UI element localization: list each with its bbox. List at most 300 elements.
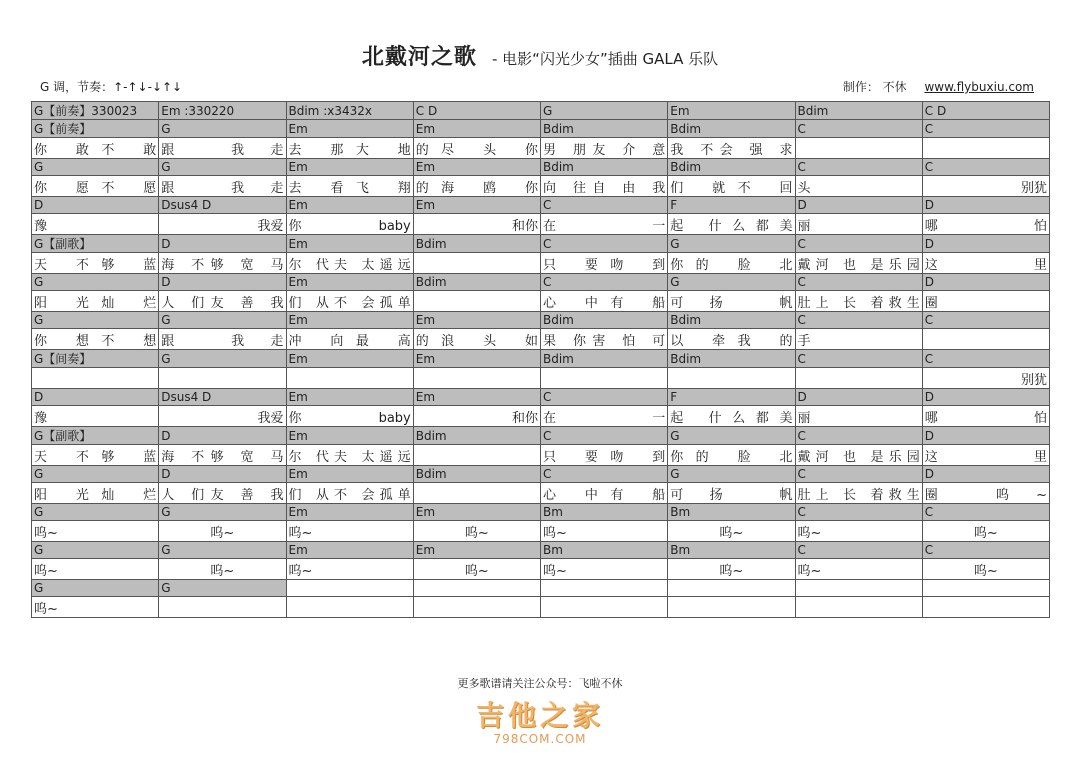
lyric-cell xyxy=(413,368,540,389)
chord-symbol: C xyxy=(797,428,806,443)
chord-symbol: C xyxy=(797,121,806,136)
lyric-text: 呜~ xyxy=(797,525,822,541)
chord-symbol: Em xyxy=(288,390,308,404)
lyric-cell xyxy=(541,559,668,580)
chord-cell xyxy=(922,312,1049,329)
lyric-cell xyxy=(159,559,286,580)
chord-cell xyxy=(413,102,540,120)
lyric-cell xyxy=(668,597,795,618)
chord-symbol: C xyxy=(797,351,806,366)
chord-symbol: Em xyxy=(415,351,436,366)
lyric-text: 呜~ xyxy=(210,563,235,579)
lyric-cell xyxy=(668,291,795,312)
chord-symbol: Em xyxy=(415,390,436,404)
lyric-cell xyxy=(159,597,286,618)
lyric-text: 呜~ xyxy=(34,563,58,579)
lyric-row xyxy=(32,214,1050,235)
chord-symbol: Em xyxy=(415,543,436,557)
chord-row xyxy=(32,427,1050,445)
lyric-text: 你 想不 想 xyxy=(34,333,157,349)
lyric-row xyxy=(32,253,1050,274)
chord-symbol: D xyxy=(161,236,171,251)
lyric-row xyxy=(32,597,1050,618)
chord-symbol: D xyxy=(34,198,44,212)
chord-symbol: G【前奏】 xyxy=(34,122,92,136)
lyric-text: 呜~ xyxy=(973,563,998,579)
chord-symbol: G xyxy=(670,467,680,481)
lyric-cell xyxy=(286,329,413,350)
lyric-text: 起 什么都美 xyxy=(670,218,793,234)
chord-cell xyxy=(668,102,795,120)
chord-symbol: G xyxy=(670,275,680,289)
chord-symbol: G xyxy=(34,467,44,481)
chord-symbol: C xyxy=(543,236,552,251)
lyric-text: 你 baby xyxy=(288,410,411,426)
lyric-text: 呜~ xyxy=(288,525,313,541)
lyric-row xyxy=(32,176,1050,197)
lyric-cell xyxy=(668,253,795,274)
chord-cell xyxy=(286,427,413,445)
chord-cell xyxy=(413,427,540,445)
chord-cell xyxy=(413,350,540,368)
lyric-row xyxy=(32,291,1050,312)
chord-symbol: G xyxy=(161,581,171,595)
lyric-text: 向 往自 由 我 xyxy=(543,180,666,196)
chord-symbol: C xyxy=(924,160,934,174)
chord-symbol: G xyxy=(34,581,44,595)
lyric-text: 在 一 xyxy=(543,218,666,234)
lyric-cell xyxy=(159,214,286,235)
chord-row xyxy=(32,102,1050,120)
lyric-cell xyxy=(413,445,540,466)
chord-symbol: Em xyxy=(670,103,690,118)
lyric-cell xyxy=(413,483,540,504)
lyric-cell xyxy=(413,521,540,542)
chord-symbol: Bm xyxy=(670,505,691,519)
lyric-text: 果 你害 怕 可 xyxy=(543,333,666,349)
chord-row xyxy=(32,274,1050,291)
lyric-text: 可扬 帆 xyxy=(670,295,793,311)
chord-cell xyxy=(795,542,922,559)
lyric-cell xyxy=(541,483,668,504)
chord-cell xyxy=(32,312,159,329)
lyric-text: 肚上 长 着救生 xyxy=(797,487,920,503)
lyric-text: 肚上 长 着救生 xyxy=(797,295,920,311)
lyric-cell xyxy=(159,368,286,389)
lyric-text: 呜~ xyxy=(34,601,58,617)
chord-row xyxy=(32,312,1050,329)
chord-symbol: C xyxy=(924,313,934,327)
chord-cell xyxy=(541,120,668,138)
chord-cell xyxy=(32,466,159,483)
lyric-text: 天 不够 蓝 xyxy=(34,449,157,465)
lyric-cell xyxy=(541,138,668,159)
lyric-cell xyxy=(159,521,286,542)
chord-symbol: Em :330220 xyxy=(161,103,235,118)
chord-symbol: C xyxy=(797,236,806,251)
chord-cell xyxy=(159,427,286,445)
lyric-text: 呜~ xyxy=(464,525,489,541)
chord-cell xyxy=(413,235,540,253)
chord-cell xyxy=(541,197,668,214)
lyric-text: 丽 xyxy=(797,218,811,234)
lyric-cell xyxy=(32,176,159,197)
chord-symbol: Bdim xyxy=(543,313,574,327)
lyric-cell xyxy=(541,368,668,389)
chord-row xyxy=(32,235,1050,253)
lyric-cell xyxy=(795,138,922,159)
chord-symbol: Bdim xyxy=(415,275,447,289)
lyric-cell xyxy=(795,253,922,274)
lyric-cell xyxy=(795,559,922,580)
lyric-cell xyxy=(795,521,922,542)
lyric-cell xyxy=(159,176,286,197)
lyric-cell xyxy=(286,406,413,427)
lyric-cell xyxy=(32,521,159,542)
lyric-text: 我爱 xyxy=(257,218,284,234)
chord-cell xyxy=(668,580,795,597)
chord-cell xyxy=(541,274,668,291)
chord-cell xyxy=(668,197,795,214)
lyric-cell xyxy=(922,597,1049,618)
chord-cell xyxy=(286,197,413,214)
chord-cell xyxy=(922,274,1049,291)
lyric-text: 们 从不 会孤单 xyxy=(288,295,411,311)
chord-cell xyxy=(668,427,795,445)
chord-symbol: Em xyxy=(415,160,436,174)
chord-cell xyxy=(795,427,922,445)
lyric-cell xyxy=(413,559,540,580)
lyric-text: 的海 鸥 你 xyxy=(415,180,538,196)
lyric-cell xyxy=(286,368,413,389)
chord-cell xyxy=(795,580,922,597)
chord-symbol: C xyxy=(797,505,806,519)
chord-cell xyxy=(286,102,413,120)
lyric-text: 这 里 xyxy=(924,257,1047,273)
chord-cell xyxy=(922,542,1049,559)
chord-symbol: Bdim xyxy=(543,351,574,366)
chord-cell xyxy=(159,235,286,253)
chord-cell xyxy=(922,504,1049,521)
lyric-row xyxy=(32,138,1050,159)
chord-cell xyxy=(668,350,795,368)
lyric-cell xyxy=(795,329,922,350)
lyric-text: 圈 xyxy=(924,295,938,311)
lyric-cell xyxy=(541,445,668,466)
chord-symbol: D xyxy=(797,390,807,404)
chord-cell xyxy=(159,312,286,329)
chord-symbol: Bm xyxy=(543,543,563,557)
lyric-text: 戴河 也 是乐园 xyxy=(797,449,920,465)
chord-cell xyxy=(413,197,540,214)
lyric-text: 去 看飞 翔 xyxy=(288,180,411,196)
lyric-text: 阳 光灿 烂 xyxy=(34,295,157,311)
lyric-text: 人 们友 善 我 xyxy=(161,487,284,503)
lyric-cell xyxy=(668,521,795,542)
chord-cell xyxy=(541,580,668,597)
lyric-cell xyxy=(32,214,159,235)
website-link[interactable]: www.flybuxiu.com xyxy=(924,80,1034,94)
lyric-cell xyxy=(541,406,668,427)
song-subtitle: - 电影“闪光少女”插曲 GALA 乐队 xyxy=(492,50,719,68)
chord-row xyxy=(32,159,1050,176)
chord-symbol: C xyxy=(924,121,934,136)
chord-row xyxy=(32,350,1050,368)
lyric-cell xyxy=(32,368,159,389)
chord-cell xyxy=(541,504,668,521)
chord-cell xyxy=(668,504,795,521)
chord-cell xyxy=(541,312,668,329)
chord-symbol: G xyxy=(161,505,171,519)
key-and-rhythm: G 调，节奏：↑-↑↓-↓↑↓ xyxy=(40,80,183,94)
lyric-cell xyxy=(32,445,159,466)
chord-symbol: Dsus4 D xyxy=(161,390,212,404)
lyric-text: 呜~ xyxy=(719,563,744,579)
chord-cell xyxy=(795,197,922,214)
lyric-text: 心 中有 船 xyxy=(543,295,666,311)
chord-symbol: Em xyxy=(415,121,436,136)
lyric-text: 你的 脸 北 xyxy=(670,257,793,273)
lyric-text: 我 不会 强 求 xyxy=(670,142,793,158)
chord-cell xyxy=(159,159,286,176)
lyric-row xyxy=(32,329,1050,350)
chord-symbol: Em xyxy=(288,313,308,327)
chord-cell xyxy=(413,542,540,559)
chord-cell xyxy=(922,120,1049,138)
chord-cell xyxy=(286,504,413,521)
chord-cell xyxy=(922,159,1049,176)
chord-symbol: Em xyxy=(415,313,436,327)
chord-row xyxy=(32,197,1050,214)
chord-cell xyxy=(32,235,159,253)
chord-symbol: Em xyxy=(288,121,308,136)
chord-cell xyxy=(159,120,286,138)
lyric-text: 可扬 帆 xyxy=(670,487,793,503)
chord-cell xyxy=(668,159,795,176)
lyric-text: 你 baby xyxy=(288,218,411,234)
lyric-text: 跟 我走 xyxy=(161,142,284,158)
lyric-cell xyxy=(541,176,668,197)
chord-cell xyxy=(795,120,922,138)
lyric-cell xyxy=(922,176,1049,197)
chord-cell xyxy=(668,120,795,138)
chord-symbol: G xyxy=(161,160,171,174)
lyric-cell xyxy=(32,597,159,618)
chord-cell xyxy=(413,580,540,597)
lyric-row xyxy=(32,368,1050,389)
chord-symbol: D xyxy=(924,428,934,443)
lyric-text: 们 从不 会孤单 xyxy=(288,487,411,503)
chord-symbol: G【间奏】 xyxy=(34,352,92,366)
chord-cell xyxy=(286,389,413,406)
chord-cell xyxy=(159,102,286,120)
chord-symbol: C xyxy=(543,390,552,404)
chord-cell xyxy=(922,466,1049,483)
chord-symbol: Bdim xyxy=(670,160,702,174)
lyric-text: 只 要吻 到 xyxy=(543,449,666,465)
chord-cell xyxy=(286,312,413,329)
lyric-cell xyxy=(413,597,540,618)
lyric-text: 只 要吻 到 xyxy=(543,257,666,273)
lyric-cell xyxy=(795,445,922,466)
lyric-text: 的尽 头 你 xyxy=(415,142,538,158)
lyric-cell xyxy=(159,483,286,504)
chord-symbol: D xyxy=(797,198,807,212)
author-credit: 制作： 不休 xyxy=(842,80,907,94)
lyric-cell xyxy=(795,483,922,504)
chord-symbol: G【副歌】 xyxy=(34,429,92,443)
chord-cell xyxy=(159,580,286,597)
chord-symbol: G【前奏】330023 xyxy=(34,104,138,118)
chord-symbol: C xyxy=(543,275,552,289)
chord-symbol: C xyxy=(797,275,806,289)
lyric-text: 哪 怕 xyxy=(924,410,1047,426)
chord-symbol: D xyxy=(161,428,171,443)
chord-symbol: Em xyxy=(288,543,308,557)
lyric-text: 呜~ xyxy=(797,563,822,579)
chord-symbol: Bdim xyxy=(670,121,702,136)
chord-row xyxy=(32,542,1050,559)
chord-cell xyxy=(922,389,1049,406)
chord-cell xyxy=(32,350,159,368)
lyric-text: 哪 怕 xyxy=(924,218,1047,234)
chord-cell xyxy=(286,159,413,176)
lyric-cell xyxy=(922,291,1049,312)
lyric-cell xyxy=(668,445,795,466)
lyric-cell xyxy=(922,138,1049,159)
lyric-cell xyxy=(286,138,413,159)
lyric-cell xyxy=(32,329,159,350)
chord-cell xyxy=(795,235,922,253)
chord-cell xyxy=(795,312,922,329)
chord-cell xyxy=(32,159,159,176)
lyric-text: 呜~ xyxy=(973,525,998,541)
chord-symbol: F xyxy=(670,198,678,212)
lyric-cell xyxy=(413,214,540,235)
lyric-text: 呜~ xyxy=(543,563,567,579)
chord-symbol: Em xyxy=(288,428,308,443)
chord-symbol: C xyxy=(543,198,552,212)
chord-symbol: C xyxy=(924,505,934,519)
lyric-text: 起 什么都美 xyxy=(670,410,793,426)
chord-cell xyxy=(286,466,413,483)
lyric-cell xyxy=(541,253,668,274)
lyric-cell xyxy=(795,214,922,235)
song-title: 北戴河之歌 xyxy=(361,45,477,70)
lyric-text: 的浪 头 如 xyxy=(415,333,538,349)
lyric-text: 们 就不 回 xyxy=(670,180,793,196)
chord-symbol: C xyxy=(797,313,806,327)
lyric-cell xyxy=(413,138,540,159)
chord-cell xyxy=(922,427,1049,445)
lyric-cell xyxy=(668,559,795,580)
lyric-cell xyxy=(668,406,795,427)
lyric-text: 呜~ xyxy=(719,525,744,541)
lyric-cell xyxy=(541,214,668,235)
chord-symbol: Dsus4 D xyxy=(161,198,212,212)
lyric-text: 这 里 xyxy=(924,449,1047,465)
chord-cell xyxy=(668,466,795,483)
chord-cell xyxy=(922,235,1049,253)
chord-cell xyxy=(32,389,159,406)
lyric-text: 心 中有 船 xyxy=(543,487,666,503)
chord-symbol: Em xyxy=(288,160,308,174)
lyric-text: 呜~ xyxy=(288,563,313,579)
chord-cell xyxy=(413,312,540,329)
chord-symbol: C xyxy=(543,428,552,443)
chord-symbol: C xyxy=(924,351,934,366)
lyric-cell xyxy=(922,253,1049,274)
chord-cell xyxy=(541,350,668,368)
lyric-text: 跟 我走 xyxy=(161,180,284,196)
chord-cell xyxy=(32,580,159,597)
lyric-cell xyxy=(668,176,795,197)
chord-cell xyxy=(159,350,286,368)
lyric-text: 豫 xyxy=(34,410,48,426)
lyric-cell xyxy=(159,138,286,159)
lyric-cell xyxy=(795,597,922,618)
chord-symbol: Bm xyxy=(543,505,563,519)
lyric-cell xyxy=(159,445,286,466)
chord-cell xyxy=(286,580,413,597)
chord-symbol: Bdim xyxy=(797,103,829,118)
logo-subtext: 798COM.COM xyxy=(493,732,587,746)
lyric-cell xyxy=(795,406,922,427)
chord-symbol: C D xyxy=(415,103,438,118)
lyric-cell xyxy=(668,368,795,389)
chord-symbol: C xyxy=(924,543,934,557)
lyric-cell xyxy=(32,291,159,312)
lyric-cell xyxy=(32,138,159,159)
lyric-cell xyxy=(541,597,668,618)
lyric-cell xyxy=(159,291,286,312)
chord-cell xyxy=(541,389,668,406)
chord-cell xyxy=(668,235,795,253)
chord-symbol: G xyxy=(161,121,171,136)
lyric-text: 以 牵我 的 xyxy=(670,333,793,349)
chord-cell xyxy=(286,274,413,291)
chord-cell xyxy=(668,312,795,329)
chord-symbol: D xyxy=(34,390,44,404)
chord-symbol: G xyxy=(670,236,680,251)
lyric-row xyxy=(32,559,1050,580)
chord-cell xyxy=(286,542,413,559)
chord-symbol: Em xyxy=(288,275,308,289)
chord-symbol: Bdim xyxy=(415,428,447,443)
lyric-text: 圈 呜~ xyxy=(924,487,1047,503)
chord-symbol: G xyxy=(543,103,553,118)
chord-cell xyxy=(413,274,540,291)
lyric-text: 海 不够 宽 马 xyxy=(161,257,284,273)
lyric-cell xyxy=(541,329,668,350)
chord-cell xyxy=(541,427,668,445)
lyric-cell xyxy=(32,559,159,580)
chord-cell xyxy=(286,235,413,253)
lyric-cell xyxy=(286,521,413,542)
lyric-text: 尔 代夫 太遥远 xyxy=(288,449,411,465)
lyric-cell xyxy=(922,445,1049,466)
credit-block xyxy=(843,78,1034,95)
lyric-text: 我爱 xyxy=(257,410,284,426)
lyric-text: 尔 代夫 太遥远 xyxy=(288,257,411,273)
chord-cell xyxy=(795,274,922,291)
lyric-cell xyxy=(32,483,159,504)
chord-cell xyxy=(541,159,668,176)
lyric-text: 和你 xyxy=(511,410,538,426)
chord-cell xyxy=(32,274,159,291)
lyric-cell xyxy=(668,483,795,504)
lyric-cell xyxy=(286,253,413,274)
